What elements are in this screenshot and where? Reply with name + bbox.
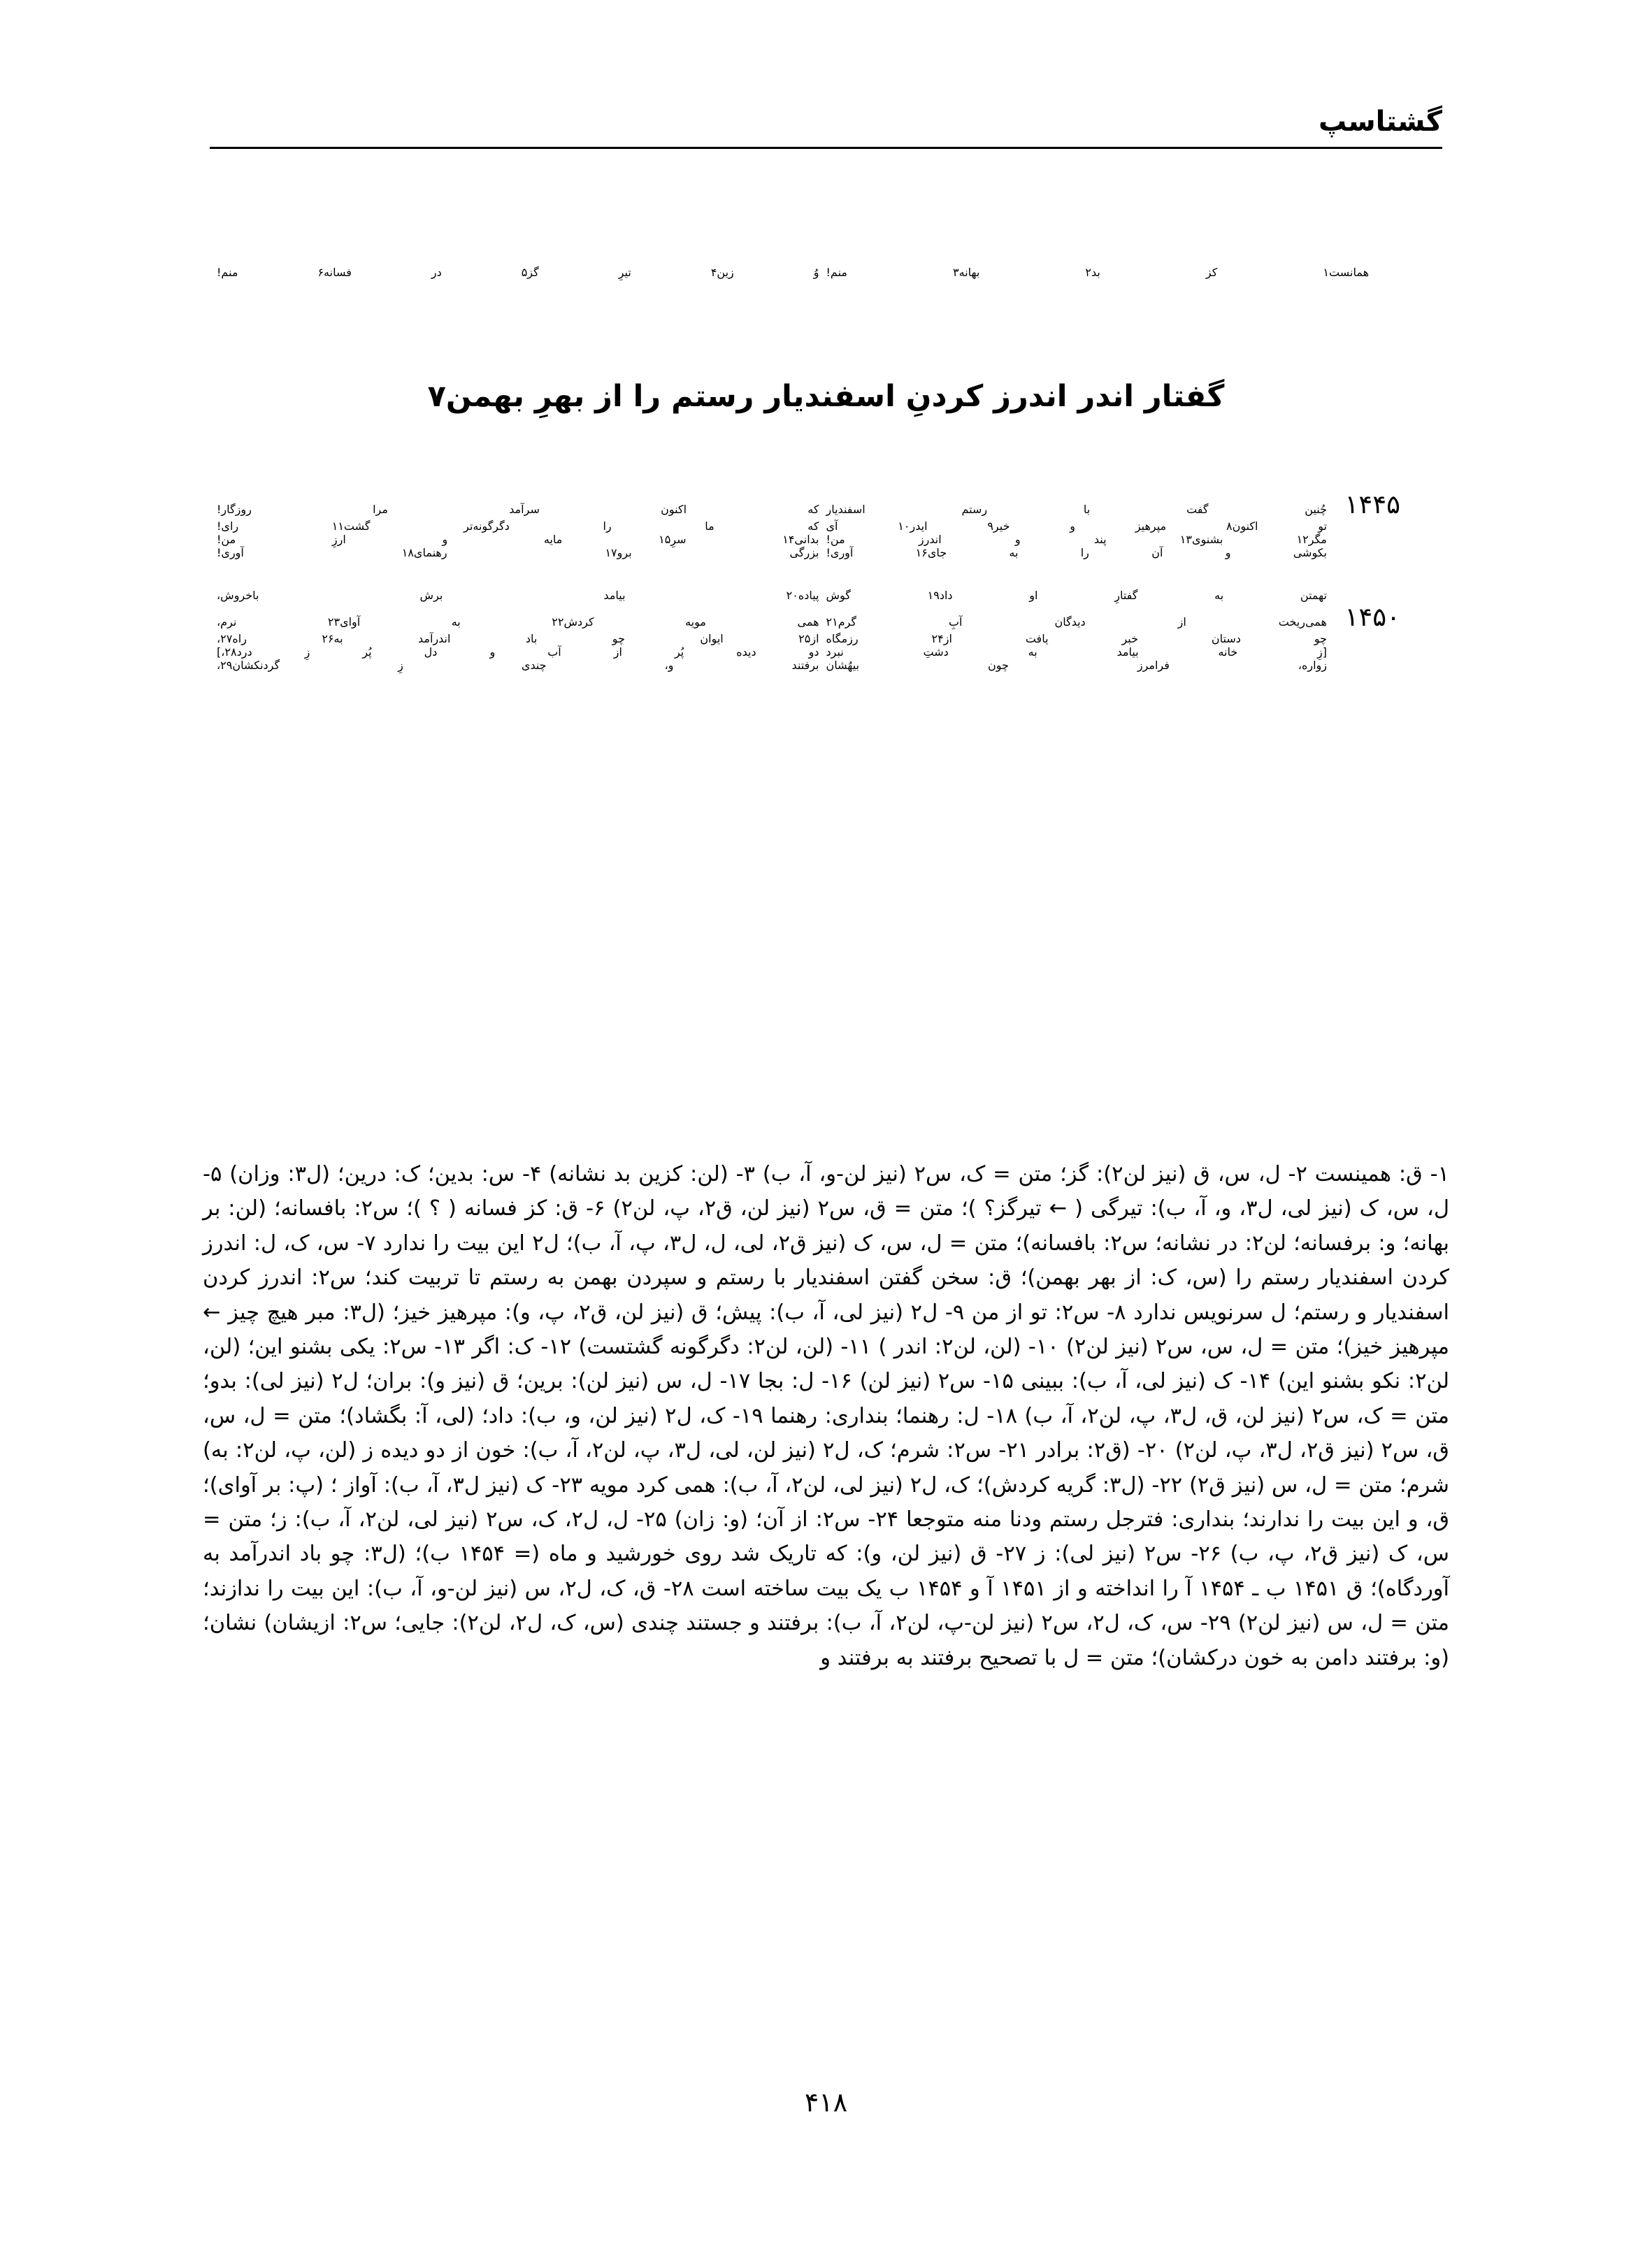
verse-right-hemistich: همی‌ریخت از دیدگان آبِ گرم۲۱ [826, 615, 1327, 629]
section-heading: گفتار اندر اندرز کردنِ اسفندیار رستم را از بهرِ بهمن۷ [427, 379, 1225, 414]
opening-verse-row [210, 266, 1442, 279]
verse-left-hemistich: بزرگی برو۱۷ رهنمای۱۸ آوری! [217, 546, 819, 559]
verse-line [210, 589, 1442, 602]
verse-right-hemistich: مگر۱۲ بشنوی۱۳ پند و اندرز من! [826, 533, 1327, 546]
verse-right-hemistich: زواره، فرامرز چون بیهُشان [826, 659, 1327, 672]
verse-left-cell [210, 645, 826, 659]
verse-left-hemistich: دو دیده پُر از آب و دل پُر زِ درد۲۸،] [217, 645, 819, 659]
verse-line [210, 533, 1442, 546]
verse-right-cell [826, 546, 1443, 559]
verse-left-hemistich: بدانی۱۴ سرِ۱۵ مایه و ارزِ من! [217, 533, 819, 546]
verse-right-cell [826, 489, 1443, 519]
running-head-container [210, 105, 1442, 149]
verse-left-cell [210, 659, 826, 672]
stanza-container [210, 489, 1442, 701]
opening-verse-left-hemistich: وُ زین۴ تیرِ گز۵ در فسانه۶ منم! [217, 266, 819, 279]
verse-right-cell [826, 602, 1443, 632]
verse-line [210, 489, 1442, 519]
verse-left-cell [210, 519, 826, 533]
verse-right-hemistich: چو دستان خبر یافت از۲۴ رزمگاه [826, 632, 1327, 645]
verse-right-hemistich: بکوشی و آن را به جای۱۶ آوری! [826, 546, 1328, 559]
verse-left-hemistich: همی مویه کردش۲۲ به آوای۲۳ نرم، [217, 615, 819, 629]
folio-number: ۴۱۸ [804, 2087, 848, 2118]
verse-right-hemistich: چُنین گفت با رستم اسفندیار [826, 503, 1327, 516]
opening-verse-right-hemistich-cell [826, 266, 1443, 279]
verse-right-cell [826, 659, 1443, 672]
verse-right-cell [826, 533, 1443, 546]
verse-right-cell [826, 589, 1443, 602]
stanza [210, 589, 1442, 672]
verse-line [210, 546, 1442, 559]
verse-left-cell [210, 533, 826, 546]
verse-left-cell [210, 615, 826, 629]
verse-left-cell [210, 546, 826, 559]
verse-left-hemistich: از۲۵ ایوان چو باد اندرآمد به۲۶ راه۲۷، [217, 632, 819, 645]
verse-right-hemistich: تو اکنون۸ مپرهیز و خیر۹ ایدر۱۰ آی [826, 519, 1328, 533]
verse-left-cell [210, 632, 826, 645]
verse-right-hemistich: تهمتن به گفتارِ او داد۱۹ گوش [826, 589, 1328, 602]
verse-line [210, 659, 1442, 672]
opening-verse-right-hemistich: همانست۱ کز بد۲ بهانه۳ منم! [826, 266, 1369, 279]
verse-number: ۱۴۵۰ [1344, 602, 1400, 632]
verse-left-hemistich: که اکنون سرآمد مرا روزگار! [217, 503, 819, 516]
verse-left-cell [210, 589, 826, 602]
header-rule [210, 147, 1442, 149]
verse-line [210, 519, 1442, 533]
verse-block [210, 266, 1442, 311]
stanza [210, 489, 1442, 559]
verse-right-cell [826, 519, 1443, 533]
opening-verse-left-hemistich-cell [210, 266, 826, 279]
critical-apparatus [203, 1157, 1449, 1675]
verse-left-hemistich: پیاده۲۰ بیامد برش باخروش، [217, 589, 819, 602]
running-head: گشتاسپ [1319, 106, 1442, 138]
verse-line [210, 645, 1442, 659]
verse-right-cell [826, 645, 1443, 659]
apparatus-paragraph: ۱- ق: همینست ۲- ل، س، ق (نیز لن۲): گز؛ متن = ک، س۲ (نیز لن-و، آ، ب) ۳- (لن: کزین بد نشانه) ۴- س: بدین؛ ک: درین؛ (ل۳: وزان) ۵- ل، س، ک (نیز لی، ل۳، و، آ، ب): تیرگی ( ← تیرگز؟ )؛ متن = ق، س۲ (نیز لن، ق۲، پ، لن۲) ۶- ق: کز فسانه ( ؟ )؛ س۲: بافسانه؛ (لن: بر بهانه؛ و: برفسانه؛ لن۲: در نشانه؛ س۲: بافسانه)؛ متن = ل، س، ک (نیز ق۲، لی، ل، ل۳، پ، آ، ب)؛ ل۲ این بیت را ندارد ۷- س، ک، ل: اندرز کردن اسفندیار رستم را (س، ک: از بهر بهمن)؛ ق: سخن گفتن اسفندیار با رستم و سپردن بهمن به رستم تا تربیت کند؛ س۲: اندرز کردن اسفندیار و رستم؛ ل سرنویس ندارد ۸- س۲: تو از من ۹- ل۲ (نیز لی، آ، ب): پیش؛ ق (نیز لن، ق۲، پ، و): مپرهیز خیز؛ (ل۳: مبر هیچ چیز ← مپرهیز خیز)؛ متن = ل، س، س۲ (نیز لن۲) ۱۰- (لن، لن۲: اندر ) ۱۱- (لن، لن۲: دگرگونه گشتست) ۱۲- ک: اگر ۱۳- س۲: یکی بشنو این؛ (لن، لن۲: نکو بشنو این) ۱۴- ک (نیز لی، آ، ب): ببینی ۱۵- س۲ (نیز لن) ۱۶- ل: بجا ۱۷- ل، س (نیز لن): برین؛ ق (نیز و): بران؛ ل۲ (نیز لی): بدو؛ متن = ک، س۲ (نیز لن، ق، ل۳، پ، لن۲، آ، ب) ۱۸- ل: رهنما؛ بنداری: رهنما ۱۹- ک، ل۲ (نیز لن، و، ب): داد؛ (لی، آ: بگشاد)؛ متن = ل، س، ق، س۲ (نیز ق۲، ل۳، پ، لن۲) ۲۰- (ق۲: برادر ۲۱- س۲: شرم؛ ک، ل۲ (نیز لن، لی، ل۳، پ، لن۲، آ، ب): خون از دو دیده ز (لن، پ، لن۲: به) شرم؛ متن = ل، س (نیز ق۲) ۲۲- (ل۳: گریه کردش)؛ ک، ل۲ (نیز لی، لن۲، آ، ب): همی کرد مویه ۲۳- ک (نیز ل۳، آ، ب): آواز ؛ (پ: بر آوای)؛ ق، و این بیت را ندارند؛ بنداری: فترجل رستم ودنا منه متوجعا ۲۴- س۲: از آن؛ (و: زان) ۲۵- ل، ل۲، ک، س۲ (نیز لی، لن۲، آ، ب): ز؛ متن = س، ک (نیز ق۲، پ، ب) ۲۶- س۲ (نیز لی): ز ۲۷- ق (نیز لن، و): که تاریک شد روی خورشید و ماه (= ۱۴۵۴ ب)؛ (ل۳: چو باد اندرآمد به آوردگاه)؛ ق ۱۴۵۱ ب ـ ۱۴۵۴ آ را انداخته و از ۱۴۵۱ آ و ۱۴۵۴ ب یک بیت ساخته است ۲۸- ق، ک، ل۲، س (نیز لن-و، آ، ب): این بیت را ندازند؛ متن = ل، س (نیز لن۲) ۲۹- س، ک، ل۲، س۲ (نیز لن-پ، لن۲، آ، ب): برفتند و جستند چندی (س، ک، ل۲، لن۲): جایی؛ س۲: ازیشان) نشان؛ (و: برفتند دامن به خون درکشان)؛ متن = ل با تصحیح برفتند به برفتند و [203, 1162, 1450, 1670]
verse-right-cell [826, 632, 1443, 645]
verse-number: ۱۴۴۵ [1344, 489, 1400, 519]
verse-left-cell [210, 503, 826, 516]
verse-right-hemistich: [زِ خانه بیامد به دشتِ نبرد [826, 645, 1327, 659]
verse-left-hemistich: برفتند و، چندی زِ گردنکشان۲۹، [217, 659, 819, 672]
verse-left-hemistich: که ما را دگرگونه‌تر گشت۱۱ رای! [217, 519, 819, 533]
verse-line [210, 632, 1442, 645]
verse-line [210, 602, 1442, 632]
